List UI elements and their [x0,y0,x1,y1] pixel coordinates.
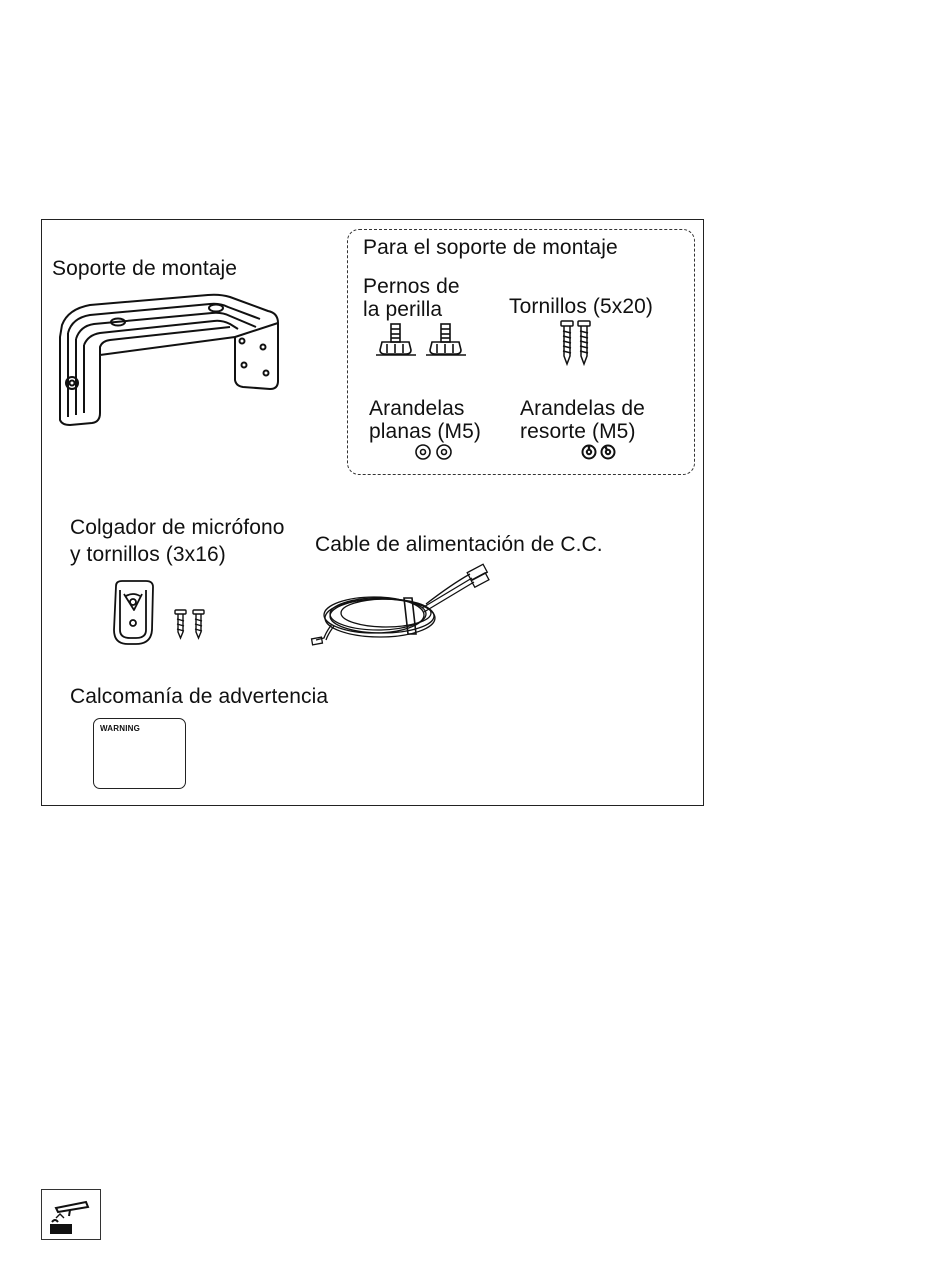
dc-cable-illustration [312,560,498,650]
label-bracket-group-title: Para el soporte de montaje [363,236,618,259]
label-dc-cable: Cable de alimentación de C.C. [315,533,603,556]
label-warning-sticker: Calcomanía de advertencia [70,685,329,708]
corrosive-hazard-icon [41,1189,101,1240]
warning-sticker [93,718,186,789]
label-knob-bolts: Pernos de la perilla [363,275,460,321]
screws-5x20-illustration [560,320,594,366]
knob-bolts-illustration [376,322,468,360]
flat-washers-illustration [414,443,454,461]
mounting-bracket-illustration [50,285,290,430]
warning-sticker-text: WARNING [100,724,141,733]
label-mic-hanger: Colgador de micrófono y tornillos (3x16) [70,516,285,566]
label-spring-washers: Arandelas de resorte (M5) [520,397,645,443]
spring-washers-illustration [580,443,618,461]
label-flat-washers: Arandelas planas (M5) [369,397,481,443]
mic-hanger-illustration [106,580,216,648]
label-screws-5x20: Tornillos (5x20) [509,295,653,318]
label-mounting-bracket: Soporte de montaje [52,257,238,280]
